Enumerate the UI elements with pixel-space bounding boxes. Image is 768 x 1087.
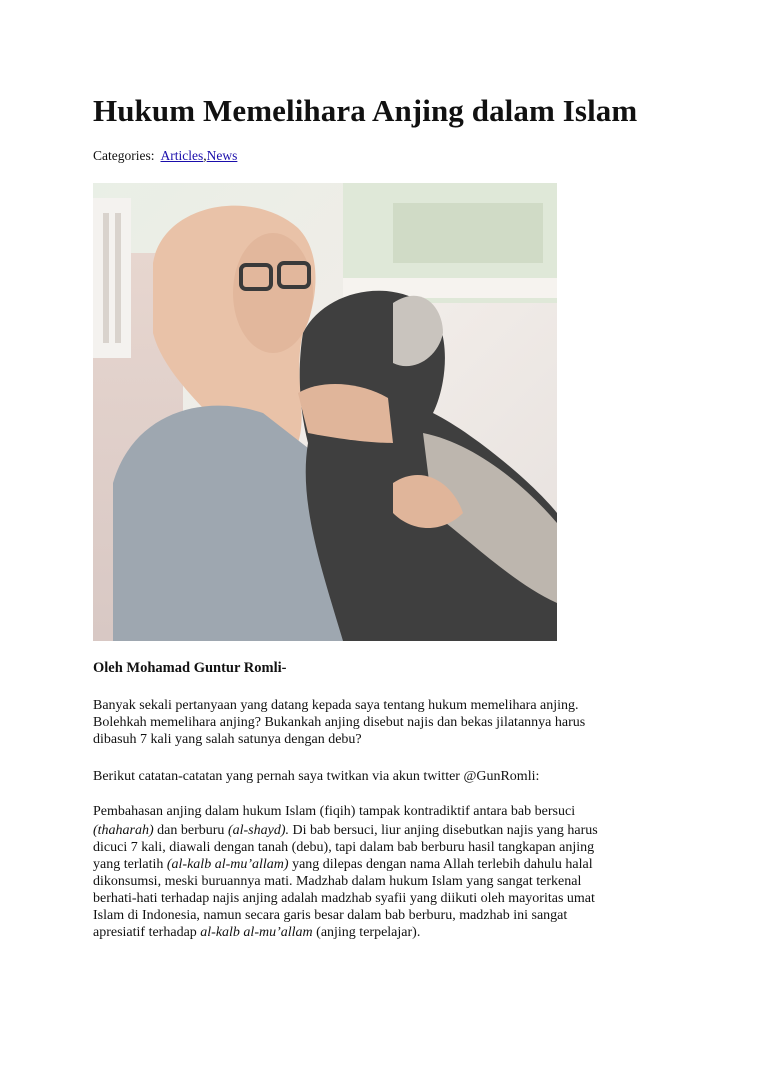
text-run: dan berburu: [153, 823, 228, 838]
paragraph-line: [93, 856, 683, 873]
category-separator: ,: [203, 148, 207, 163]
paragraph-line: Banyak sekali pertanyaan yang datang kepada saya tentang hukum memelihara anjing.: [93, 698, 579, 713]
text-run: (anjing terpelajar).: [312, 925, 421, 940]
paragraph-discussion: [93, 803, 683, 941]
article-title: Hukum Memelihara Anjing dalam Islam: [93, 93, 638, 128]
paragraph-line: [93, 924, 683, 941]
paragraph-line: dibasuh 7 kali yang salah satunya dengan debu?: [93, 732, 362, 747]
text-run: Di bab bersuci, liur anjing disebutkan najis yang harus: [288, 823, 598, 838]
categories-label: Categories:: [93, 148, 155, 163]
paragraph-line: berhati-hati terhadap najis anjing adalah madzhab syafii yang diikuti oleh mayoritas umat: [93, 891, 595, 906]
article-photo: [93, 183, 557, 641]
category-link-articles[interactable]: Articles: [160, 148, 204, 163]
text-run: yang dilepas dengan nama Allah terlebih dahulu halal: [288, 857, 593, 872]
paragraph-line: Bolehkah memelihara anjing? Bukankah anjing disebut najis dan bekas jilatannya harus: [93, 715, 586, 730]
categories-line: [93, 148, 237, 164]
paragraph-line: Pembahasan anjing dalam hukum Islam (fiqih) tampak kontradiktif antara bab bersuci: [93, 804, 576, 819]
paragraph-intro: [93, 697, 683, 748]
category-link-news[interactable]: News: [206, 148, 238, 163]
author-byline: Oleh Mohamad Guntur Romli-: [93, 660, 287, 676]
paragraph-line: dikonsumsi, meski buruannya mati. Madzhab dalam hukum Islam yang sangat terkenal: [93, 874, 582, 889]
text-run: yang terlatih: [93, 857, 167, 872]
italic-term: (al-kalb al-mu’allam): [166, 857, 289, 872]
paragraph-line: dicuci 7 kali, diawali dengan tanah (debu), tapi dalam bab berburu hasil tangkapan anjing: [93, 840, 595, 855]
paragraph-line: [93, 822, 683, 839]
paragraph-line: Berikut catatan-catatan yang pernah saya twitkan via akun twitter @GunRomli:: [93, 769, 540, 784]
paragraph-twitter: [93, 768, 683, 785]
italic-term: al-kalb al-mu’allam: [200, 925, 313, 940]
text-run: apresiatif terhadap: [93, 925, 201, 940]
italic-term: (al-shayd).: [227, 823, 289, 838]
italic-term: (thaharah): [93, 823, 154, 838]
paragraph-line: Islam di Indonesia, namun secara garis besar dalam bab berburu, madzhab ini sangat: [93, 908, 568, 923]
